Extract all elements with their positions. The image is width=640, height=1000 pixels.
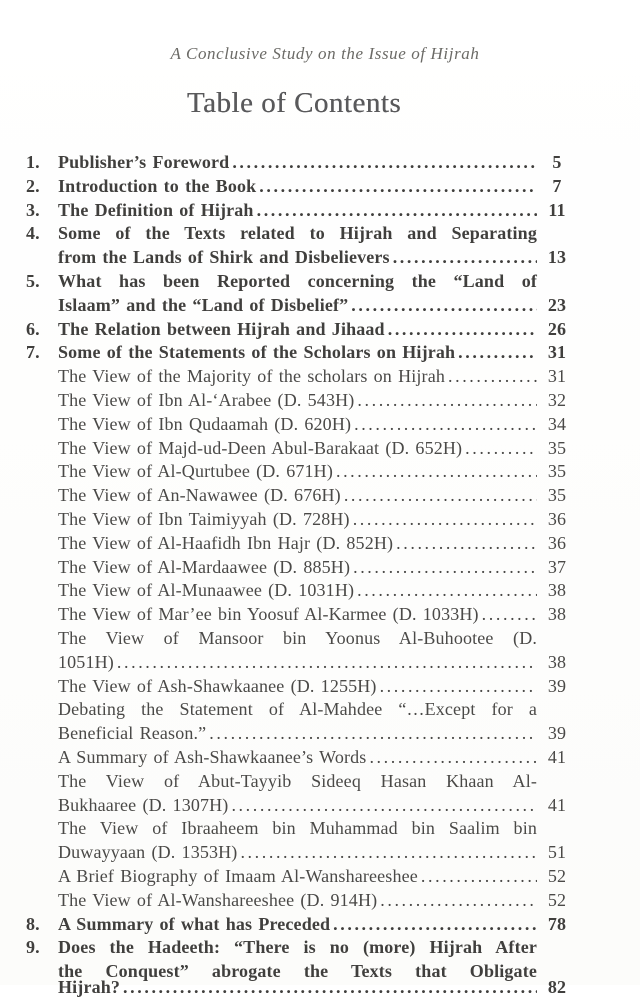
toc-line xyxy=(26,603,577,627)
dot-leader xyxy=(418,865,537,889)
toc-line xyxy=(26,151,577,175)
toc-line xyxy=(26,841,577,865)
toc-line-number: 4. xyxy=(26,223,40,244)
toc-line-number: 8. xyxy=(26,913,40,934)
toc-line xyxy=(26,508,577,532)
page-number: 35 xyxy=(547,485,567,506)
page-number: 31 xyxy=(547,366,567,387)
toc-line xyxy=(26,770,577,794)
dot-leader xyxy=(479,603,537,627)
toc-line xyxy=(26,579,577,603)
toc-line-text: The View of An-Nawawee (D. 676H) xyxy=(58,485,341,506)
toc-line xyxy=(26,675,577,699)
toc-line-number: 2. xyxy=(26,175,40,196)
dot-leader xyxy=(229,151,537,175)
page-number: 23 xyxy=(547,294,567,315)
toc-line xyxy=(26,865,577,889)
toc-line-number: 6. xyxy=(26,318,40,339)
page-number: 36 xyxy=(547,508,567,529)
dot-leader xyxy=(385,318,537,342)
toc-line xyxy=(26,437,577,461)
page-number: 13 xyxy=(547,247,567,268)
toc-line-text: The View of Al-Munaawee (D. 1031H) xyxy=(58,580,355,601)
page-number: 36 xyxy=(547,532,567,553)
toc-line xyxy=(26,976,577,1000)
toc-line xyxy=(26,794,577,818)
page-number: 39 xyxy=(547,675,567,696)
dot-leader xyxy=(237,841,537,865)
dot-leader xyxy=(341,484,537,508)
toc-line-text: The View of the Majority of the scholars on Hijrah xyxy=(58,366,445,387)
toc-line-text: The View of Ash-Shawkaanee (D. 1255H) xyxy=(58,675,377,696)
toc-line-text: The View of Ibn Taimiyyah (D. 728H) xyxy=(58,508,350,529)
dot-leader xyxy=(330,913,537,937)
dot-leader xyxy=(377,675,537,699)
toc-line-text: A Summary of what has Preceded xyxy=(58,913,331,934)
toc-line-text: from the Lands of Shirk and Disbelievers xyxy=(58,247,390,268)
toc-line xyxy=(26,389,577,413)
toc-line-text: The View of Al-Mardaawee (D. 885H) xyxy=(58,556,351,577)
dot-leader xyxy=(348,294,537,318)
page-number: 5 xyxy=(552,152,562,172)
toc-line-text: Bukhaaree (D. 1307H) xyxy=(58,794,229,815)
toc-line-text: The Relation between Hijrah and Jihaad xyxy=(58,318,385,339)
toc-line xyxy=(26,318,577,342)
toc-line-text: The View of Mansoor bin Yoonus Al-Buhootee (D. xyxy=(58,627,537,648)
toc-line xyxy=(26,484,577,508)
toc-line-text: The Definition of Hijrah xyxy=(58,199,254,220)
page-number: 41 xyxy=(547,746,567,767)
page-number: 82 xyxy=(547,976,567,997)
toc-line xyxy=(26,889,577,913)
toc-line xyxy=(26,532,577,556)
toc-line xyxy=(26,722,577,746)
toc-line-text: Introduction to the Book xyxy=(58,175,257,196)
toc-line-text: A Summary of Ash-Shawkaanee’s Words xyxy=(58,746,367,767)
toc-line-text: The View of Al-Qurtubee (D. 671H) xyxy=(58,461,333,482)
toc-line-text: The View of Al-Haafidh Ibn Hajr (D. 852H) xyxy=(58,532,394,553)
dot-leader xyxy=(333,460,537,484)
toc-line-text: Duwayyaan (D. 1353H) xyxy=(58,842,238,863)
toc-line-text: 1051H) xyxy=(58,651,114,672)
page-title: Table of Contents xyxy=(186,87,402,119)
toc-line-text: the Conquest” abrogate the Texts that Obligate xyxy=(58,961,537,982)
toc-line-text: The View of Ibn Qudaamah (D. 620H) xyxy=(58,413,352,434)
dot-leader xyxy=(120,976,537,1000)
dot-leader xyxy=(228,794,537,818)
toc-line xyxy=(26,175,577,199)
page-number: 35 xyxy=(547,437,567,458)
dot-leader xyxy=(114,651,537,675)
toc-line-text: What has been Reported concerning the “Land of xyxy=(58,270,537,291)
dot-leader xyxy=(350,556,537,580)
toc-line-text: Some of the Statements of the Scholars on Hijrah xyxy=(58,342,456,363)
running-head: A Conclusive Study on the Issue of Hijrah xyxy=(170,44,480,63)
toc-line-text: Islaam” and the “Land of Disbelief” xyxy=(58,294,349,315)
toc-line xyxy=(26,627,577,651)
toc-line xyxy=(26,365,577,389)
dot-leader xyxy=(256,175,537,199)
toc-line-text: Some of the Texts related to Hijrah and Separating xyxy=(58,223,537,244)
page-number: 52 xyxy=(547,889,567,910)
toc-line-text: The View of Ibn Al-‘Arabee (D. 543H) xyxy=(58,389,355,410)
page-number: 7 xyxy=(552,175,562,196)
toc-line-number: 1. xyxy=(26,152,40,172)
toc-line-text: Publisher’s Foreword xyxy=(58,152,230,172)
toc-line-text: The View of Mar’ee bin Yoosuf Al-Karmee (D. 1033H) xyxy=(58,604,479,625)
toc-line-number: 3. xyxy=(26,199,40,220)
dot-leader xyxy=(254,199,537,223)
toc-line-text: The View of Majd-ud-Deen Abul-Barakaat (D. 652H) xyxy=(58,437,463,458)
toc-line xyxy=(26,246,577,270)
dot-leader xyxy=(393,532,537,556)
toc-line xyxy=(26,698,577,722)
toc-line-number: 7. xyxy=(26,342,40,363)
toc-line-text: The View of Al-Wanshareeshee (D. 914H) xyxy=(58,889,378,910)
page-number: 37 xyxy=(547,556,567,577)
toc-line xyxy=(26,199,577,223)
page-number: 51 xyxy=(547,842,567,863)
page-number: 26 xyxy=(547,318,567,339)
toc-line xyxy=(26,556,577,580)
dot-leader xyxy=(462,437,537,461)
dot-leader xyxy=(366,746,537,770)
toc-line xyxy=(26,460,577,484)
page-number: 32 xyxy=(547,389,567,410)
toc-line xyxy=(26,936,577,960)
toc-line-text: The View of Abut-Tayyib Sideeq Hasan Khaan Al- xyxy=(58,770,537,791)
toc-line xyxy=(26,817,577,841)
page-number: 35 xyxy=(547,461,567,482)
toc-line xyxy=(26,294,577,318)
dot-leader xyxy=(350,508,537,532)
toc-line-text: A Brief Biography of Imaam Al-Wanshareeshee xyxy=(58,865,418,886)
page-number: 78 xyxy=(547,913,567,934)
toc-line xyxy=(26,651,577,675)
toc-line xyxy=(26,746,577,770)
toc-line xyxy=(26,222,577,246)
dot-leader xyxy=(354,389,537,413)
toc-line-number: 9. xyxy=(26,937,40,958)
page-number: 31 xyxy=(547,342,567,363)
page-number: 39 xyxy=(547,723,567,744)
toc-line-text: The View of Ibraaheem bin Muhammad bin Saalim bin xyxy=(58,818,537,839)
page-number: 38 xyxy=(547,580,567,601)
toc-line xyxy=(26,270,577,294)
page-number: 52 xyxy=(547,865,567,886)
toc-line xyxy=(26,413,577,437)
dot-leader xyxy=(445,365,537,389)
toc-line xyxy=(26,913,577,937)
toc-line-text: Hijrah? xyxy=(58,976,121,997)
dot-leader xyxy=(455,341,537,365)
dot-leader xyxy=(351,413,537,437)
toc-line-number: 5. xyxy=(26,270,40,291)
dot-leader xyxy=(206,722,537,746)
toc-line-text: Debating the Statement of Al-Mahdee “…Except for a xyxy=(58,699,537,720)
toc-line-text: Beneficial Reason.” xyxy=(58,723,207,744)
dot-leader xyxy=(377,889,537,913)
page-number: 11 xyxy=(548,199,566,220)
page-number: 38 xyxy=(547,651,567,672)
page-number: 41 xyxy=(547,794,567,815)
page-number: 34 xyxy=(547,413,567,434)
dot-leader xyxy=(354,579,537,603)
toc-line xyxy=(26,341,577,365)
dot-leader xyxy=(390,246,537,270)
toc-list xyxy=(26,151,577,1000)
page-number: 38 xyxy=(547,604,567,625)
toc-line-text: Does the Hadeeth: “There is no (more) Hijrah After xyxy=(58,937,537,958)
